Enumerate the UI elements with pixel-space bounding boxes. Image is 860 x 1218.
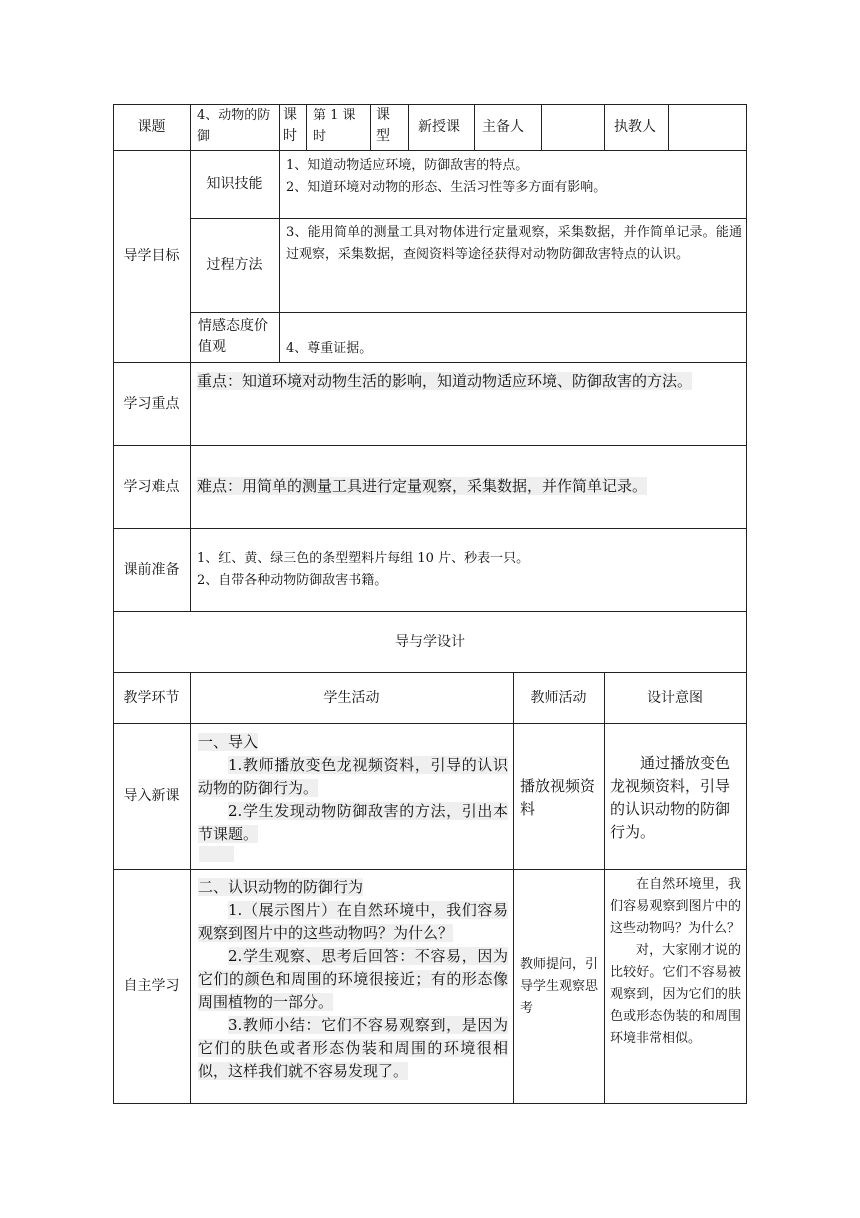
row-2-intent-para-2: 对，大家刚才说的比较好。它们不容易被观察到，因为它们的肤色或形态伪装的和周围环境非常相似。: [610, 943, 741, 1046]
teacher-value: [672, 104, 744, 150]
topic-label: 课题: [137, 119, 166, 135]
row-1-teacher: 播放视频资料: [520, 777, 596, 818]
row-1-stage: 导入新课: [123, 788, 180, 804]
row-2-student: [198, 876, 508, 1083]
row-2-student-para-3: 3.教师小结：它们不容易观察到，是因为它们的肤色或者形态伪装和周围的环境很相似，这样我们就不容易发现了。: [198, 1016, 508, 1080]
row-1-student-para-1: 1.教师播放变色龙视频资料，引导的认识动物的防御行为。: [198, 756, 508, 797]
row-1-intent: 通过播放变色龙视频资料，引导的认识动物的防御行为。: [610, 754, 731, 841]
design-title: 导与学设计: [395, 633, 465, 650]
process-text: 3、能用简单的测量工具对物体进行定量观察，采集数据，并作简单记录。能通过观察，采集数据，查阅资料等途径获得对动物防御敌害特点的认识。: [286, 225, 742, 262]
row-1-student-title: 一、导入: [198, 733, 259, 751]
topic-value: 4、动物的防御: [197, 108, 271, 144]
period-value: 第 1 课时: [313, 108, 356, 144]
difficulty-label: 学习难点: [123, 478, 180, 495]
process-label: 过程方法: [206, 257, 263, 273]
objectives-label: 导学目标: [123, 248, 180, 264]
highlight-blank: [199, 846, 234, 862]
preparation-label: 课前准备: [123, 561, 180, 578]
knowledge-line-2: 2、知道环境对动物的形态、生活习性等多方面有影响。: [286, 180, 607, 195]
type-label: 课型: [376, 107, 390, 144]
type-value: 新授课: [418, 119, 460, 135]
row-1-student-para-2: 2.学生发现动物防御敌害的方法，引出本节课题。: [198, 802, 508, 843]
attitude-label: 情感态度价值观: [198, 318, 268, 355]
preparer-label: 主备人: [482, 119, 524, 135]
column-teacher: 教师活动: [530, 689, 587, 706]
row-2-stage: 自主学习: [123, 978, 180, 994]
preparation-line-2: 2、自带各种动物防御敌害书籍。: [197, 573, 388, 588]
key-point-text: 重点：知道环境对动物生活的影响，知道动物适应环境、防御敌害的方法。: [197, 372, 693, 390]
preparation-line-1: 1、红、黄、绿三色的条型塑料片每组 10 片、秒表一只。: [197, 551, 530, 566]
key-point-label: 学习重点: [123, 395, 180, 412]
key-point-box: [197, 370, 741, 393]
column-intent: 设计意图: [647, 689, 703, 706]
teacher-label: 执教人: [614, 119, 656, 135]
row-2-student-title: 二、认识动物的防御行为: [198, 878, 364, 896]
difficulty-text: 难点：用简单的测量工具进行定量观察，采集数据，并作简单记录。: [197, 477, 648, 495]
preparer-value: [545, 104, 603, 150]
attitude-text: 4、尊重证据。: [286, 341, 373, 356]
knowledge-line-1: 1、知道动物适应环境，防御敌害的特点。: [286, 158, 529, 173]
difficulty-box: [197, 475, 741, 498]
row-1-student: [198, 731, 508, 846]
preparation-text: [197, 548, 741, 592]
knowledge-label: 知识技能: [206, 176, 263, 192]
column-student: 学生活动: [323, 689, 380, 706]
row-2-teacher: 教师提问，引导学生观察思考: [520, 957, 599, 1016]
row-2-intent: [610, 874, 741, 1050]
row-2-intent-para-1: 在自然环境里，我们容易观察到图片中的这些动物吗？为什么？: [610, 877, 741, 936]
row-2-student-para-1: 1.（展示图片）在自然环境中，我们容易观察到图片中的这些动物吗？为什么？: [198, 901, 508, 942]
column-stage: 教学环节: [123, 689, 180, 706]
knowledge-text: [286, 155, 742, 199]
row-2-student-para-2: 2.学生观察、思考后回答：不容易，因为它们的颜色和周围的环境很接近；有的形态像周围植物的一部分。: [198, 947, 508, 1011]
period-label: 课时: [283, 107, 297, 144]
